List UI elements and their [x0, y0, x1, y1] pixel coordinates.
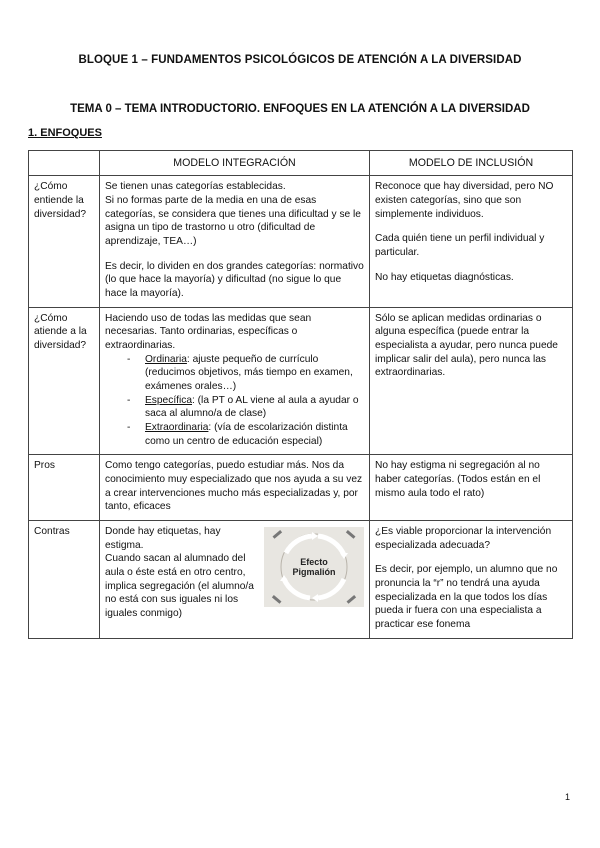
- block-title: BLOQUE 1 – FUNDAMENTOS PSICOLÓGICOS DE ATENCIÓN A LA DIVERSIDAD: [78, 54, 522, 66]
- cell-text: Se tienen unas categorías establecidas.: [105, 181, 286, 193]
- integration-cell: [100, 176, 370, 307]
- header-empty: [29, 151, 100, 176]
- pygmalion-cycle-icon: [264, 527, 364, 607]
- integration-cell: [100, 307, 370, 455]
- table-row: [29, 307, 573, 455]
- section-heading: 1. ENFOQUES: [28, 127, 102, 139]
- row-label: Pros: [29, 455, 100, 521]
- inclusion-cell: Sólo se aplican medidas ordinarias o alguna específica (puede entrar la especialista a ayudar, pero nunca puede implicar salir del aula), pero nunca las extraordinarias.: [370, 307, 573, 455]
- cell-text: Es decir, lo dividen en dos grandes categorías: normativo (lo que hace la mayoría) y dificultad (no sigue lo que hace la mayoría).: [105, 260, 364, 299]
- approaches-table: [28, 150, 573, 639]
- table-row: [29, 455, 573, 521]
- list-term: Extraordinaria: [145, 421, 209, 433]
- cell-text: No hay etiquetas diagnósticas.: [375, 271, 514, 283]
- list-term: Específica: [145, 394, 192, 406]
- integration-cell: Como tengo categorías, puedo estudiar más. Nos da conocimiento muy especializado que nos ayuda a su vez a crear intervenciones mucho más especializadas y, por tanto, eficaces: [100, 455, 370, 521]
- cell-text: Es decir, por ejemplo, un alumno que no pronuncia la “r” no tendrá una ayuda especializada en la que todos los días pueda ir fuera con una especialista a practicar ese fonema: [375, 564, 558, 630]
- page-number: 1: [564, 792, 570, 802]
- image-title-line1: Efecto: [300, 556, 328, 567]
- cell-text: ¿Es viable proporcionar la intervención especializada adecuada?: [375, 525, 552, 551]
- list-text: : (la PT o AL viene al aula a ayudar o saca al alumno/a de clase): [145, 394, 359, 420]
- row-label: ¿Cómo atiende a la diversidad?: [29, 307, 100, 455]
- table-header-row: [29, 151, 573, 176]
- pygmalion-effect-image: [264, 527, 364, 621]
- table-row: [29, 176, 573, 307]
- cell-text: Haciendo uso de todas las medidas que sean necesarias. Tanto ordinarias, específicas o extraordinarias.: [105, 312, 312, 351]
- list-item: [145, 421, 364, 448]
- integration-cell: [100, 520, 370, 638]
- row-label: ¿Cómo entiende la diversidad?: [29, 176, 100, 307]
- list-text: : ajuste pequeño de currículo (reducimos objetivos, más tiempo en examen, exámenes orales…): [145, 353, 353, 392]
- list-text: : (vía de escolarización distinta como un centro de educación especial): [145, 421, 348, 447]
- cell-text: Si no formas parte de la media en una de esas categorías, se considera que tienes una dificultad y se le asigna un tipo de trastorno u otro (dificultad de aprendizaje, TEA…): [105, 194, 361, 247]
- list-item: [145, 394, 364, 421]
- row-label: Contras: [29, 520, 100, 638]
- cell-text: Reconoce que hay diversidad, pero NO existen categorías, sino que son simplemente individuos.: [375, 181, 554, 220]
- cell-text: Cada quién tiene un perfil individual y particular.: [375, 233, 545, 258]
- header-inclusion: MODELO DE INCLUSIÓN: [370, 151, 573, 176]
- cell-text: Cuando sacan al alumnado del aula o éste está en otro centro, implica segregación (el alumno/a no está con sus iguales ni los iguales conmigo): [105, 553, 254, 619]
- measures-list: [105, 353, 364, 449]
- list-item: [145, 353, 364, 394]
- inclusion-cell: [370, 176, 573, 307]
- table-row: [29, 520, 573, 638]
- cell-text: Donde hay etiquetas, hay estigma.: [105, 525, 221, 551]
- inclusion-cell: [370, 520, 573, 638]
- header-integration: MODELO INTEGRACIÓN: [100, 151, 370, 176]
- image-title-line2: Pigmalión: [292, 566, 336, 577]
- inclusion-cell: No hay estigma ni segregación al no haber categorías. (Todos están en el mismo aula todo el rato): [370, 455, 573, 521]
- topic-title: TEMA 0 – TEMA INTRODUCTORIO. ENFOQUES EN LA ATENCIÓN A LA DIVERSIDAD: [70, 103, 530, 115]
- list-term: Ordinaria: [145, 353, 187, 365]
